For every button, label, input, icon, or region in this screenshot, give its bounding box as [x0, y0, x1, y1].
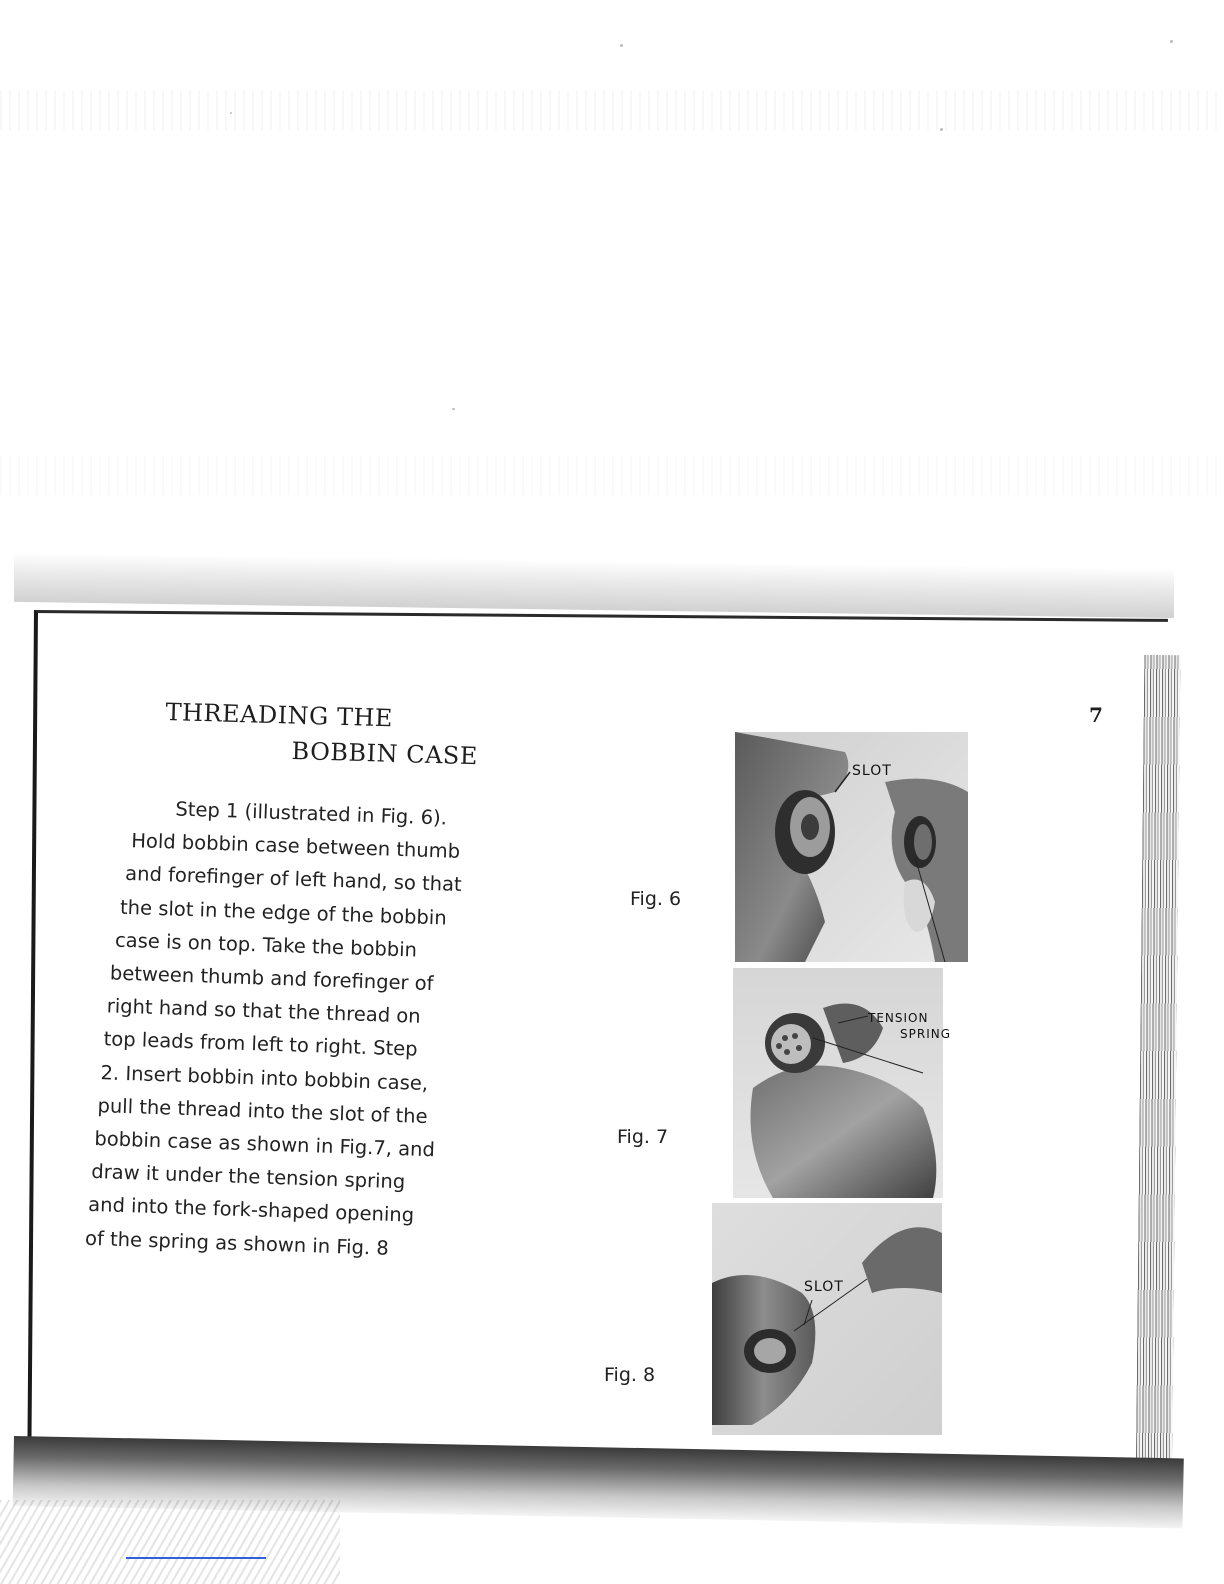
fig-6-label: Fig. 6: [630, 888, 682, 910]
fig-7-label: Fig. 7: [617, 1126, 669, 1148]
text-line: pull the thread into the slot of the: [97, 1093, 428, 1128]
scan-speck: [230, 112, 232, 114]
fig-7-spring-callout: SPRING: [900, 1027, 952, 1041]
text-line: Step 1 (illustrated in Fig. 6).: [175, 797, 448, 830]
fig-8-label: Fig. 8: [604, 1364, 656, 1386]
fig-8-photo: [712, 1203, 942, 1435]
text-line: and forefinger of left hand, so that: [124, 862, 463, 897]
page-title-line1: THREADING THE: [165, 698, 394, 733]
text-line: between thumb and forefinger of: [109, 961, 434, 996]
text-line: of the spring as shown in Fig. 8: [84, 1226, 390, 1260]
scan-noise-bottom: [0, 1500, 340, 1584]
page-stack-edge: [1136, 655, 1181, 1495]
text-line: and into the fork-shaped opening: [87, 1193, 415, 1228]
instructions-paragraph: [85, 790, 500, 1268]
text-line: top leads from left to right. Step: [103, 1027, 418, 1062]
scan-speck: [620, 44, 623, 47]
fig-7-photo: [733, 968, 943, 1198]
page-top-shadow: [14, 552, 1174, 618]
text-line: Hold bobbin case between thumb: [130, 829, 461, 864]
fig-7-tension-callout: TENSION: [868, 1011, 929, 1025]
scan-artifact-line: [126, 1557, 266, 1559]
text-line: case is on top. Take the bobbin: [114, 928, 418, 962]
text-line: bobbin case as shown in Fig.7, and: [94, 1127, 436, 1162]
scan-speck: [940, 128, 943, 131]
text-line: right hand so that the thread on: [106, 994, 422, 1028]
text-line: draw it under the tension spring: [90, 1160, 406, 1194]
text-line: the slot in the edge of the bobbin: [119, 895, 448, 930]
scan-speck: [1170, 40, 1173, 43]
fig-6-slot-callout: SLOT: [852, 763, 892, 779]
scan-noise-middle: [0, 455, 1224, 495]
text-line: 2. Insert bobbin into bobbin case,: [100, 1060, 429, 1095]
scan-speck: [452, 408, 455, 410]
fig-8-slot-callout: SLOT: [804, 1279, 844, 1295]
page-number: 7: [1089, 703, 1103, 727]
page-title-line2: BOBBIN CASE: [291, 737, 479, 771]
scan-noise-top: [0, 90, 1224, 130]
